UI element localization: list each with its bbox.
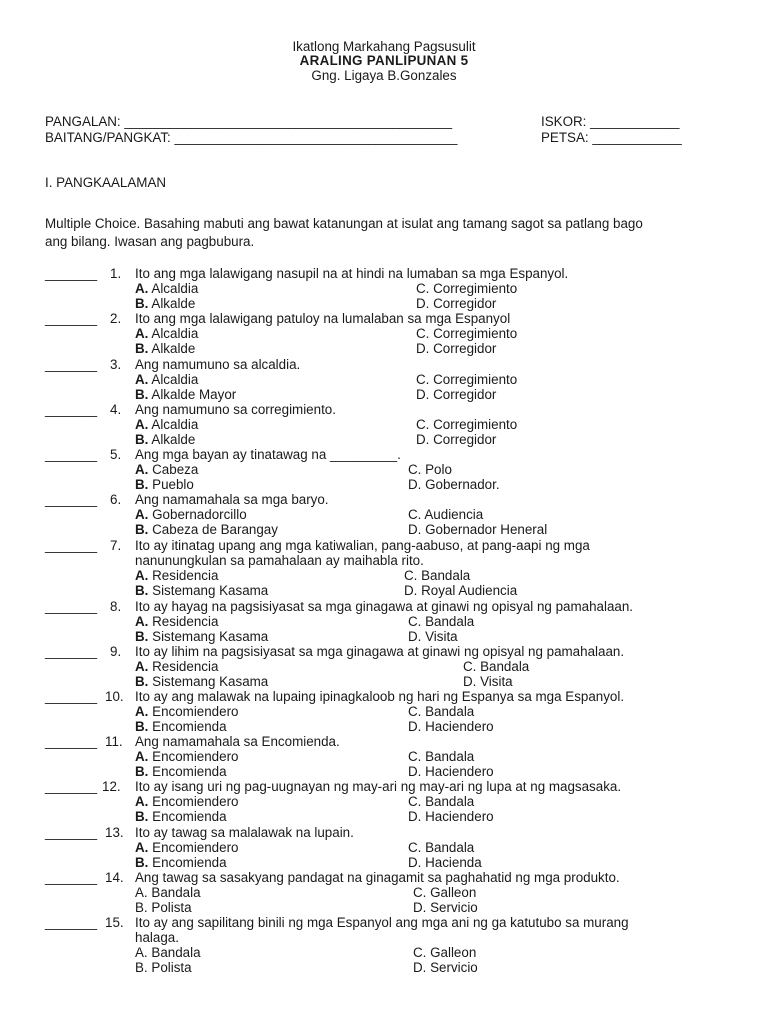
question-row	[45, 311, 745, 326]
question-number: 10.	[105, 689, 124, 704]
option-b	[135, 764, 227, 779]
instructions-line-2: ang bilang. Iwasan ang pagbubura.	[45, 234, 255, 249]
option-text: Alkalde Mayor	[151, 387, 237, 402]
question-text-continued: nanunungkulan sa pamahalaan ay maihabla rito.	[135, 553, 424, 568]
option-text: Alcaldia	[151, 281, 199, 296]
option-a	[135, 704, 239, 719]
option-text: Cabeza	[152, 462, 199, 477]
question-row	[45, 870, 745, 885]
option-letter: B.	[135, 855, 149, 870]
question-number: 15.	[105, 915, 124, 930]
question-number: 5.	[110, 447, 122, 462]
option-text: Sistemang Kasama	[152, 674, 269, 689]
option-d: D. Corregidor	[416, 432, 497, 447]
option-a	[135, 659, 218, 674]
question-text: Ito ay tawag sa malalawak na lupain.	[135, 825, 354, 840]
question-row	[45, 689, 745, 704]
option-text: Encomiendero	[152, 794, 239, 809]
option-text: Alcaldia	[151, 326, 199, 341]
question-number: 1.	[110, 266, 122, 281]
option-c: C. Bandala	[408, 840, 475, 855]
option-text: Residencia	[152, 659, 219, 674]
option-d: D. Servicio	[413, 960, 478, 975]
option-text: Alkalde	[151, 341, 196, 356]
question-number: 14.	[105, 870, 124, 885]
baitang-field[interactable]: BAITANG/PANGKAT: ______________________________________	[45, 130, 458, 145]
option-c: C. Galleon	[413, 885, 477, 900]
option-c: C. Bandala	[404, 568, 471, 583]
option-text: Bandala	[151, 885, 201, 900]
question-text: Ang namamahala sa Encomienda.	[135, 734, 340, 749]
option-b	[135, 900, 192, 915]
option-d: D. Haciendero	[408, 719, 494, 734]
question-number: 12.	[102, 779, 121, 794]
option-text: Gobernadorcillo	[152, 507, 247, 522]
question-row	[45, 357, 745, 372]
option-letter: A.	[135, 281, 149, 296]
option-letter: A.	[135, 614, 149, 629]
option-c: C. Audiencia	[408, 507, 484, 522]
option-a	[135, 794, 239, 809]
option-b	[135, 387, 236, 402]
answer-blank[interactable]: _______	[45, 357, 98, 372]
option-text: Alkalde	[151, 432, 196, 447]
option-letter: B.	[135, 341, 149, 356]
option-a	[135, 945, 201, 960]
answer-blank[interactable]: _______	[45, 870, 98, 885]
question-number: 3.	[110, 357, 122, 372]
option-a	[135, 507, 247, 522]
option-c: C. Bandala	[408, 704, 475, 719]
option-b	[135, 583, 268, 598]
option-letter: B.	[135, 719, 149, 734]
option-letter: A.	[135, 417, 149, 432]
answer-blank[interactable]: _______	[45, 492, 98, 507]
option-letter: B.	[135, 432, 149, 447]
answer-blank[interactable]: _______	[45, 266, 98, 281]
option-text: Polista	[151, 900, 192, 915]
option-d: D. Gobernador Heneral	[408, 522, 548, 537]
option-text: Encomienda	[152, 764, 227, 779]
option-letter: B.	[135, 629, 149, 644]
option-letter: B.	[135, 960, 148, 975]
question-number: 9.	[110, 644, 122, 659]
option-b	[135, 719, 227, 734]
question-number: 4.	[110, 402, 122, 417]
option-letter: B.	[135, 764, 149, 779]
option-a	[135, 568, 218, 583]
question-row	[45, 915, 745, 930]
option-c: C. Corregimiento	[416, 281, 518, 296]
question-number: 11.	[105, 734, 123, 749]
option-text: Encomiendero	[152, 840, 239, 855]
option-b	[135, 629, 268, 644]
question-text: Ito ay hayag na pagsisiyasat sa mga ginagawa at ginawi ng opisyal ng pamahalaan.	[135, 599, 634, 614]
question-row	[45, 825, 745, 840]
question-text: Ang mga bayan ay tinatawag na _________.	[135, 447, 401, 462]
option-b	[135, 296, 195, 311]
option-c: C. Corregimiento	[416, 417, 518, 432]
question-number: 7.	[110, 538, 122, 553]
question-text: Ang namumuno sa corregimiento.	[135, 402, 336, 417]
option-text: Residencia	[152, 568, 219, 583]
option-text: Sistemang Kasama	[152, 629, 269, 644]
option-d: D. Corregidor	[416, 387, 497, 402]
answer-blank[interactable]: _______	[45, 915, 98, 930]
teacher-name: Gng. Ligaya B.Gonzales	[311, 68, 457, 83]
option-a	[135, 281, 198, 296]
option-text: Encomiendero	[152, 704, 239, 719]
option-c: C. Bandala	[463, 659, 530, 674]
option-letter: B.	[135, 387, 149, 402]
answer-blank[interactable]: _______	[45, 689, 98, 704]
option-c: C. Galleon	[413, 945, 477, 960]
question-number: 2.	[110, 311, 122, 326]
question-text: Ito ang mga lalawigang patuloy na lumalaban sa mga Espanyol	[135, 311, 511, 326]
option-letter: B.	[135, 477, 149, 492]
option-letter: A.	[135, 704, 149, 719]
option-b	[135, 809, 227, 824]
option-d: D. Hacienda	[408, 855, 482, 870]
answer-blank[interactable]: _______	[45, 311, 98, 326]
option-text: Encomienda	[152, 719, 227, 734]
answer-blank[interactable]: _______	[45, 825, 98, 840]
option-d: D. Corregidor	[416, 341, 497, 356]
option-letter: B.	[135, 674, 149, 689]
option-text: Bandala	[151, 945, 201, 960]
option-b	[135, 674, 268, 689]
option-a	[135, 749, 239, 764]
question-row	[45, 402, 745, 417]
option-letter: A.	[135, 462, 149, 477]
instructions-line-1: Multiple Choice. Basahing mabuti ang bawat katanungan at isulat ang tamang sagot sa patlang bago	[45, 216, 643, 231]
exam-title: Ikatlong Markahang Pagsusulit	[292, 39, 476, 54]
question-text: Ito ay isang uri ng pag-uugnayan ng may-ari ng may-ari ng lupa at ng magsasaka.	[135, 779, 622, 794]
option-c: C. Corregimiento	[416, 326, 518, 341]
option-text: Polista	[151, 960, 192, 975]
question-row	[45, 492, 745, 507]
option-a	[135, 326, 198, 341]
option-b	[135, 855, 227, 870]
option-text: Encomienda	[152, 855, 227, 870]
answer-blank[interactable]: _______	[45, 402, 98, 417]
question-row	[45, 779, 745, 794]
option-text: Alkalde	[151, 296, 196, 311]
option-a	[135, 417, 198, 432]
option-a	[135, 885, 201, 900]
option-letter: B.	[135, 900, 148, 915]
answer-blank[interactable]: _______	[45, 447, 98, 462]
answer-blank[interactable]: _______	[45, 644, 98, 659]
option-letter: A.	[135, 885, 148, 900]
option-text: Cabeza de Barangay	[152, 522, 278, 537]
option-b	[135, 477, 194, 492]
answer-blank[interactable]: _______	[45, 538, 98, 553]
option-c: C. Polo	[408, 462, 452, 477]
question-text: Ang namamahala sa mga baryo.	[135, 492, 329, 507]
option-c: C. Bandala	[408, 749, 475, 764]
option-d: D. Visita	[463, 674, 513, 689]
option-letter: A.	[135, 749, 149, 764]
option-text: Alcaldia	[151, 417, 199, 432]
petsa-field[interactable]: PETSA: ____________	[541, 130, 682, 145]
question-text: Ito ay itinatag upang ang mga katiwalian, pang-aabuso, at pang-aapi ng mga	[135, 538, 590, 553]
question-text: Ang namumuno sa alcaldia.	[135, 357, 301, 372]
option-letter: A.	[135, 568, 149, 583]
question-row	[45, 266, 745, 281]
option-letter: A.	[135, 659, 149, 674]
question-text: Ang tawag sa sasakyang pandagat na ginagamit sa paghahatid ng mga produkto.	[135, 870, 620, 885]
option-letter: A.	[135, 507, 149, 522]
question-text: Ito ay ang sapilitang binili ng mga Espanyol ang mga ani ng ga katutubo sa murang	[135, 915, 629, 930]
question-row	[45, 447, 745, 462]
question-row	[45, 644, 745, 659]
question-number: 8.	[110, 599, 122, 614]
option-c: C. Corregimiento	[416, 372, 518, 387]
option-a	[135, 840, 239, 855]
option-letter: A.	[135, 326, 149, 341]
option-b	[135, 341, 195, 356]
subject-title: ARALING PANLIPUNAN 5	[299, 53, 469, 68]
question-number: 13.	[105, 825, 124, 840]
option-d: D. Royal Audiencia	[404, 583, 518, 598]
option-text: Encomiendero	[152, 749, 239, 764]
section-heading: I. PANGKAALAMAN	[45, 175, 167, 190]
answer-blank[interactable]: _______	[45, 779, 98, 794]
option-c: C. Bandala	[408, 794, 475, 809]
question-text: Ito ang mga lalawigang nasupil na at hindi na lumaban sa mga Espanyol.	[135, 266, 569, 281]
option-d: D. Corregidor	[416, 296, 497, 311]
option-text: Encomienda	[152, 809, 227, 824]
question-text: Ito ay ang malawak na lupaing ipinagkaloob ng hari ng Espanya sa mga Espanyol.	[135, 689, 625, 704]
question-text: Ito ay lihim na pagsisiyasat sa mga ginagawa at ginawi ng opisyal ng pamahalaan.	[135, 644, 625, 659]
option-letter: B.	[135, 296, 149, 311]
option-letter: B.	[135, 809, 149, 824]
option-letter: A.	[135, 372, 149, 387]
question-number: 6.	[110, 492, 122, 507]
question-text-continued: halaga.	[135, 930, 179, 945]
option-letter: A.	[135, 794, 149, 809]
option-letter: B.	[135, 583, 149, 598]
answer-blank[interactable]: _______	[45, 734, 98, 749]
option-text: Alcaldia	[151, 372, 199, 387]
option-a	[135, 614, 218, 629]
option-text: Residencia	[152, 614, 219, 629]
option-text: Pueblo	[152, 477, 194, 492]
option-c: C. Bandala	[408, 614, 475, 629]
question-row	[45, 734, 745, 749]
question-row	[45, 599, 745, 614]
option-b	[135, 432, 195, 447]
option-d: D. Gobernador.	[408, 477, 500, 492]
answer-blank[interactable]: _______	[45, 599, 98, 614]
pangalan-field[interactable]: PANGALAN: ____________________________________________	[45, 114, 453, 129]
option-letter: A.	[135, 840, 149, 855]
option-b	[135, 960, 192, 975]
option-d: D. Servicio	[413, 900, 478, 915]
option-a	[135, 372, 198, 387]
option-text: Sistemang Kasama	[152, 583, 269, 598]
option-b	[135, 522, 278, 537]
option-letter: B.	[135, 522, 149, 537]
question-row	[45, 538, 745, 553]
iskor-field[interactable]: ISKOR: ____________	[541, 114, 680, 129]
option-d: D. Haciendero	[408, 764, 494, 779]
option-d: D. Visita	[408, 629, 458, 644]
option-letter: A.	[135, 945, 148, 960]
option-a	[135, 462, 198, 477]
option-d: D. Haciendero	[408, 809, 494, 824]
